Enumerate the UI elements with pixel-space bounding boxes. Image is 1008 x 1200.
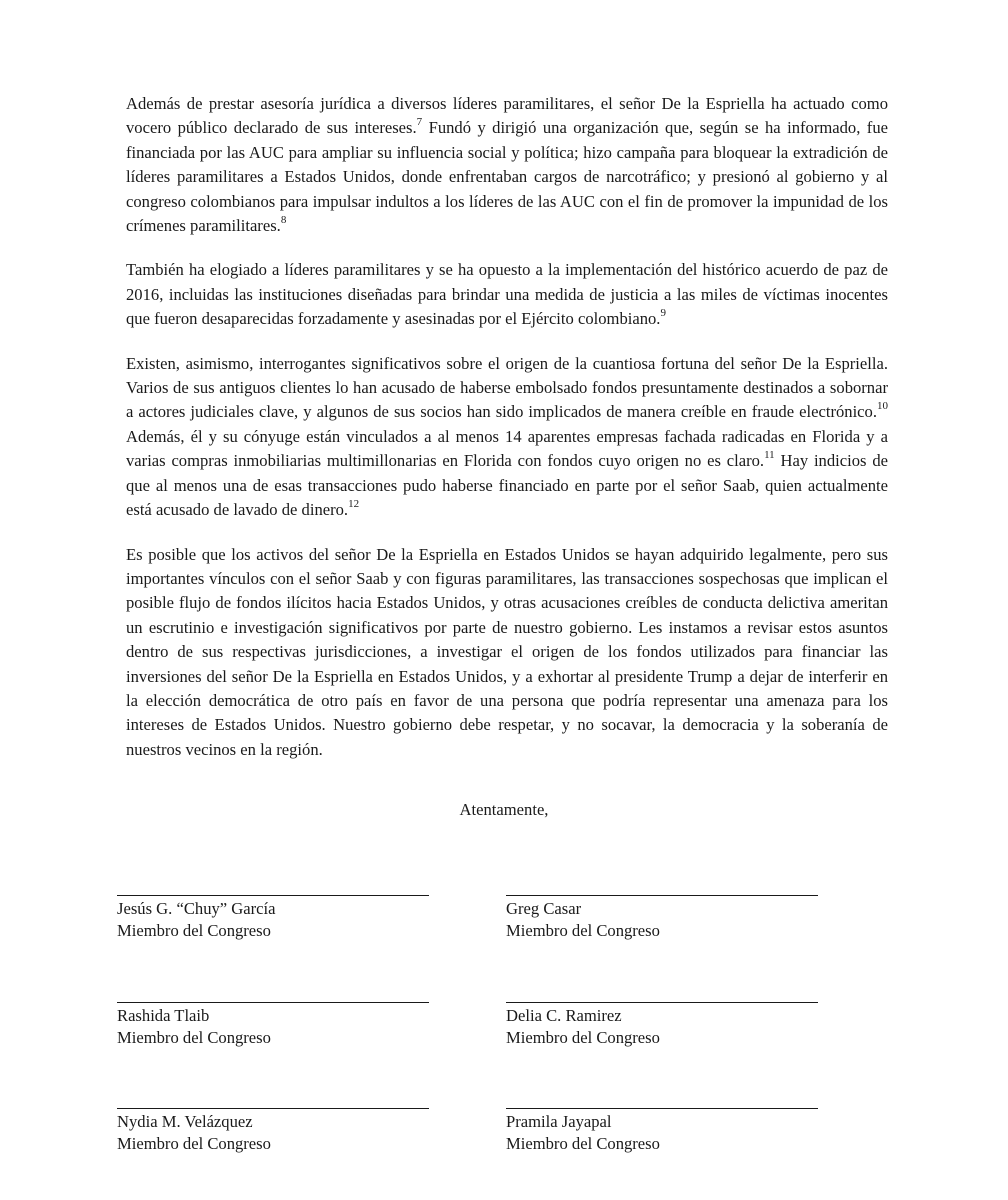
signatory-name: Jesús G. “Chuy” García <box>117 899 276 918</box>
paragraph-text: También ha elogiado a líderes paramilitares y se ha opuesto a la implementación del histórico acuerdo de paz de 2016, incluidas las instituciones diseñadas para brindar una medida de justicia a las miles de víctimas inocentes que fueron desaparecidas forzadamente y asesinadas por el Ejército colombiano. <box>126 260 888 329</box>
paragraph-text: Además, él y su cónyuge están vinculados a al menos 14 aparentes empresas fachada radicadas en Florida y a varias compras inmobiliarias multimillonarias en Florida con fondos cuyo origen no es claro. <box>126 426 888 471</box>
signatory-name: Rashida Tlaib <box>117 1006 210 1025</box>
paragraph-text: Existen, asimismo, interrogantes significativos sobre el origen de la cuantiosa fortuna del señor De la Espriella. Varios de sus antiguos clientes lo han acusado de haberse embolsado fondos presuntamente destinados a sobornar a actores judiciales clave, y algunos de sus socios han sido implicados de manera creíble en fraude electrónico. <box>126 353 888 422</box>
signature-line <box>117 1002 429 1003</box>
paragraph-text: Además de prestar asesoría jurídica a diversos líderes paramilitares, el señor De la Espriella ha actuado como vocero público declarado de sus intereses. <box>126 94 888 138</box>
signatory-title: Miembro del Congreso <box>117 1028 271 1047</box>
signature-line <box>506 1002 818 1003</box>
signatory-name: Pramila Jayapal <box>506 1112 612 1131</box>
footnote-reference: 12 <box>348 497 360 510</box>
signatory-name: Greg Casar <box>506 899 582 918</box>
footnote-reference: 11 <box>764 448 775 461</box>
footnote-reference: 8 <box>280 213 287 226</box>
signature-block <box>506 1002 818 1049</box>
footnote-reference: 7 <box>416 115 423 128</box>
signature-block <box>506 895 818 942</box>
paragraph-text: Hay indicios de que al menos una de esas transacciones pudo haberse financiado en parte por el señor Saab, quien actualmente está acusado de lavado de dinero. <box>126 451 888 520</box>
signature-block <box>506 1108 818 1155</box>
body-paragraph <box>126 543 888 763</box>
signatory-name: Delia C. Ramirez <box>506 1006 622 1025</box>
footnote-reference: 10 <box>877 399 888 412</box>
signature-line <box>506 895 818 896</box>
signatory-title: Miembro del Congreso <box>117 921 271 940</box>
signatory-title: Miembro del Congreso <box>506 1134 660 1153</box>
signature-block <box>117 1002 429 1049</box>
letter-body <box>126 92 888 782</box>
body-paragraph <box>126 92 888 238</box>
closing-salutation: Atentamente, <box>459 800 549 819</box>
body-paragraph <box>126 352 888 523</box>
signatory-name: Nydia M. Velázquez <box>117 1112 253 1131</box>
paragraph-text: Fundó y dirigió una organización que, según se ha informado, fue financiada por las AUC para ampliar su influencia social y política; hizo campaña para bloquear la extradición de líderes paramilitares a Estados Unidos, donde enfrentaban cargos de narcotráfico; y presionó al gobierno y al congreso colombianos para impulsar indultos a los líderes de las AUC con el fin de promover la impunidad de los crímenes paramilitares. <box>126 118 888 236</box>
signatory-title: Miembro del Congreso <box>506 921 660 940</box>
signature-block <box>117 895 429 942</box>
signature-line <box>506 1108 818 1109</box>
signature-block <box>117 1108 429 1155</box>
signatory-title: Miembro del Congreso <box>506 1028 660 1047</box>
signature-line <box>117 1108 429 1109</box>
footnote-reference: 9 <box>660 306 666 319</box>
paragraph-text: Es posible que los activos del señor De la Espriella en Estados Unidos se hayan adquirido legalmente, pero sus importantes vínculos con el señor Saab y con figuras paramilitares, las transacciones sospechosas que implican el posible flujo de fondos ilícitos hacia Estados Unidos, y otras acusaciones creíbles de conducta delictiva ameritan un escrutinio e investigación significativos por parte de nuestro gobierno. Les instamos a revisar estos asuntos dentro de sus respectivas jurisdicciones, a investigar el origen de los fondos utilizados para financiar las inversiones del señor De la Espriella en Estados Unidos, y a exhortar al presidente Trump a dejar de interferir en la elección democrática de otro país en favor de una persona que podría representar una amenaza para los intereses de Estados Unidos. Nuestro gobierno debe respetar, y no socavar, la democracia y la soberanía de nuestros vecinos en la región. <box>126 544 888 759</box>
signature-line <box>117 895 429 896</box>
signatory-title: Miembro del Congreso <box>117 1134 271 1153</box>
body-paragraph <box>126 258 888 331</box>
